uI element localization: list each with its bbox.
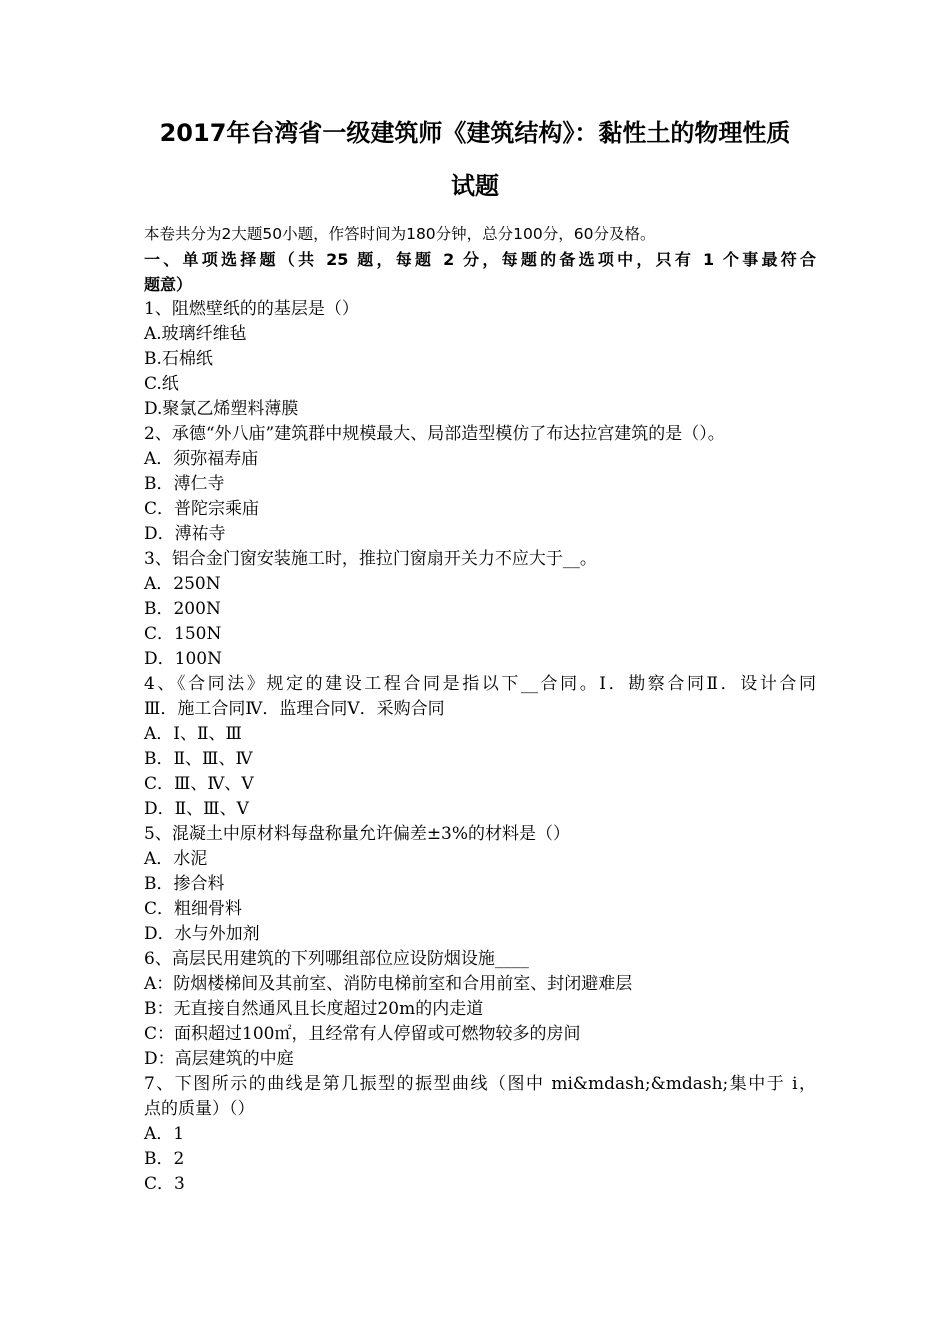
question-7-option-a: A．1 [144, 1124, 185, 1144]
question-5-option-c: C．粗细骨料 [144, 899, 243, 919]
question-6-option-c: C：面积超过100㎡，且经常有人停留或可燃物较多的房间 [144, 1024, 581, 1044]
question-7-option-c: C．3 [144, 1174, 185, 1194]
question-4-stem-line-1: 4、《合同法》规定的建设工程合同是指以下__合同。Ⅰ．勘察合同Ⅱ．设计合同 [144, 674, 816, 694]
document-body [144, 222, 816, 1197]
question-3-option-b: B．200N [144, 599, 221, 619]
question-2-option-d: D．溥祐寺 [144, 524, 226, 544]
question-3-option-c: C．150N [144, 624, 222, 644]
question-3-option-d: D．100N [144, 649, 222, 669]
question-4-stem-line-2: Ⅲ．施工合同Ⅳ．监理合同Ⅴ．采购合同 [144, 699, 445, 719]
section-heading-line-1: 一、单项选择题（共 25 题，每题 2 分，每题的备选项中，只有 1 个事最符合 [144, 250, 816, 269]
question-2-option-b: B．溥仁寺 [144, 474, 225, 494]
question-3-stem: 3、铝合金门窗安装施工时，推拉门窗扇开关力不应大于__。 [144, 549, 597, 569]
question-4-option-a: A．Ⅰ、Ⅱ、Ⅲ [144, 724, 242, 744]
question-2-option-a: A．须弥福寿庙 [144, 449, 259, 469]
question-1-option-d: D.聚氯乙烯塑料薄膜 [144, 399, 299, 419]
title-line-2: 试题 [451, 172, 499, 200]
question-3-option-a: A．250N [144, 574, 221, 594]
title-line-1: 2017年台湾省一级建筑师《建筑结构》：黏性土的物理性质 [159, 119, 791, 147]
question-6-stem: 6、高层民用建筑的下列哪组部位应设防烟设施____ [144, 949, 529, 969]
question-6-option-a: A：防烟楼梯间及其前室、消防电梯前室和合用前室、封闭避难层 [144, 974, 633, 994]
question-1-stem: 1、阻燃壁纸的的基层是（） [144, 299, 359, 319]
question-5-option-b: B．掺合料 [144, 874, 225, 894]
question-4-option-c: C．Ⅲ、Ⅳ、Ⅴ [144, 774, 254, 794]
question-2-stem: 2、承德“外八庙”建筑群中规模最大、局部造型模仿了布达拉宫建筑的是（）。 [144, 424, 725, 444]
question-2-option-c: C．普陀宗乘庙 [144, 499, 260, 519]
question-7-stem-line-2: 点的质量）（） [144, 1099, 255, 1119]
question-5-option-d: D．水与外加剂 [144, 924, 260, 944]
question-7-stem-line-1: 7、下图所示的曲线是第几振型的振型曲线（图中 mi&mdash;&mdash;集中于 i， [144, 1074, 816, 1094]
question-4-option-d: D．Ⅱ、Ⅲ、Ⅴ [144, 799, 249, 819]
question-5-option-a: A．水泥 [144, 849, 208, 869]
exam-intro: 本卷共分为2大题50小题，作答时间为180分钟，总分100分，60分及格。 [144, 225, 656, 243]
question-1-option-b: B.石棉纸 [144, 349, 213, 369]
question-6-option-d: D：高层建筑的中庭 [144, 1049, 294, 1069]
question-1-option-a: A.玻璃纤维毡 [144, 324, 247, 344]
question-7-option-b: B．2 [144, 1149, 185, 1169]
question-4-option-b: B．Ⅱ、Ⅲ、Ⅳ [144, 749, 253, 769]
question-5-stem: 5、混凝土中原材料每盘称量允许偏差±3%的材料是（） [144, 824, 571, 844]
section-heading-line-2: 题意） [144, 275, 193, 294]
question-6-option-b: B：无直接自然通风且长度超过20m的内走道 [144, 999, 484, 1019]
question-1-option-c: C.纸 [144, 374, 179, 394]
